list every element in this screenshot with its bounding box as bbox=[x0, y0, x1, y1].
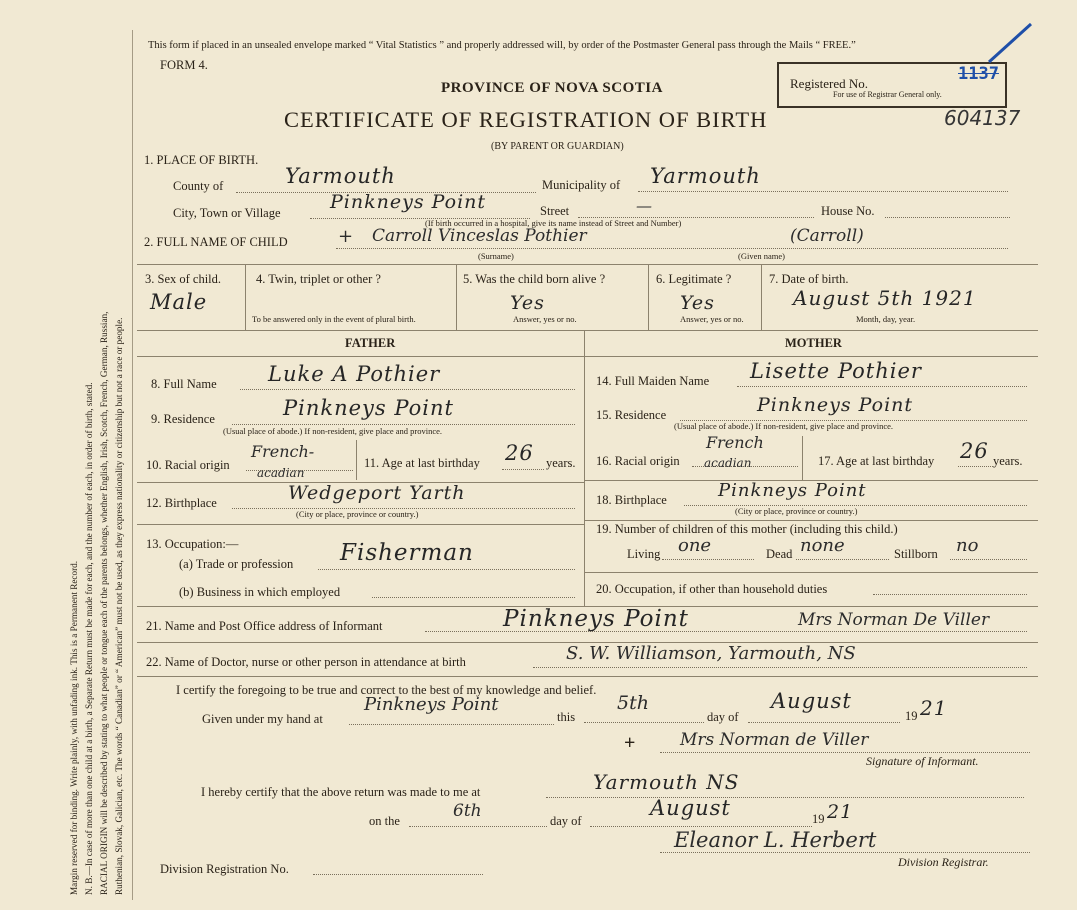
mother-racial-label: 16. Racial origin bbox=[596, 454, 680, 468]
mother-name-label: 14. Full Maiden Name bbox=[596, 374, 710, 388]
alive-note: Answer, yes or no. bbox=[513, 314, 577, 324]
province-heading: PROVINCE OF NOVA SCOTIA bbox=[441, 80, 663, 96]
mother-birthplace-label: 18. Birthplace bbox=[596, 493, 667, 507]
county-value: Yarmouth bbox=[285, 164, 396, 188]
dead-label: Dead bbox=[766, 547, 793, 561]
father-years: years. bbox=[546, 456, 576, 470]
father-age-label: 11. Age at last birthday bbox=[364, 456, 480, 470]
father-name-value: Luke A Pothier bbox=[268, 362, 441, 386]
stillborn-label: Stillborn bbox=[894, 547, 938, 561]
legitimate-note: Answer, yes or no. bbox=[680, 314, 744, 324]
street-value: — bbox=[636, 196, 652, 215]
alive-value: Yes bbox=[510, 292, 545, 314]
registrar-place-value: Yarmouth NS bbox=[593, 770, 740, 794]
father-name-label: 8. Full Name bbox=[151, 377, 217, 391]
given-year-prefix: 19 bbox=[905, 709, 918, 723]
legitimate-value: Yes bbox=[680, 292, 715, 314]
legitimate-label: 6. Legitimate ? bbox=[656, 272, 732, 286]
margin-note-racial-origin-2: Ruthenian, Slovak, Galician, etc. The words “ Canadian” or “ American” must not be used, as they express nationality or citizenship but not a race or people. bbox=[114, 317, 124, 895]
mother-birthplace-value: Pinkneys Point bbox=[718, 480, 867, 501]
registrar-signature-label: Division Registrar. bbox=[898, 855, 989, 869]
registered-number-note: For use of Registrar General only. bbox=[833, 90, 942, 99]
margin-note-racial-origin: RACIAL ORIGIN will be described by stating to what people or tongue each of the parents belongs, whether English, Irish, Scotch, French, German, Russian, bbox=[99, 311, 109, 895]
registrar-day-label: day of bbox=[550, 814, 582, 828]
alive-label: 5. Was the child born alive ? bbox=[463, 272, 606, 286]
father-residence-value: Pinkneys Point bbox=[283, 396, 454, 420]
living-label: Living bbox=[627, 547, 661, 561]
house-number-label: House No. bbox=[821, 204, 875, 218]
informant-signature: Mrs Norman de Viller bbox=[680, 730, 869, 750]
page-subtitle: (BY PARENT OR GUARDIAN) bbox=[491, 141, 624, 152]
mother-racial-value: French bbox=[706, 433, 764, 452]
informant-label: 21. Name and Post Office address of Informant bbox=[146, 619, 383, 633]
informant-signature-label: Signature of Informant. bbox=[866, 754, 979, 768]
father-business-label: (b) Business in which employed bbox=[179, 585, 341, 599]
registered-number-value: 1137 bbox=[958, 64, 999, 84]
city-value: Pinkneys Point bbox=[330, 191, 487, 213]
child-name-value: Carroll Vinceslas Pothier bbox=[372, 226, 587, 246]
registrar-on-the-label: on the bbox=[369, 814, 400, 828]
mother-birthplace-note: (City or place, province or country.) bbox=[735, 506, 858, 516]
mother-age-label: 17. Age at last birthday bbox=[818, 454, 935, 468]
informant-name-value: Mrs Norman De Viller bbox=[798, 610, 990, 630]
date-of-birth-value: August 5th 1921 bbox=[793, 286, 977, 310]
mother-residence-label: 15. Residence bbox=[596, 408, 667, 422]
given-year-value: 21 bbox=[920, 696, 948, 720]
registrar-signature: Eleanor L. Herbert bbox=[674, 828, 877, 852]
registrar-year-value: 21 bbox=[827, 801, 854, 823]
postal-notice: This form if placed in an unsealed envelope marked “ Vital Statistics ” and properly addressed will, by order of the Postmaster General pass through the Mails “ FREE.” bbox=[148, 40, 856, 51]
margin-note-multiple-births: N. B.—In case of more than one child at a birth, a Separate Return must be made for each, and the number of each, in order of birth, stated. bbox=[84, 382, 94, 895]
father-residence-label: 9. Residence bbox=[151, 412, 215, 426]
sex-value: Male bbox=[150, 290, 208, 314]
father-occupation-label: 13. Occupation:— bbox=[146, 537, 239, 551]
mother-residence-value: Pinkneys Point bbox=[757, 394, 914, 416]
form-number: FORM 4. bbox=[160, 58, 208, 72]
date-of-birth-label: 7. Date of birth. bbox=[769, 272, 849, 286]
father-birthplace-value: Wedgeport Yarth bbox=[288, 482, 466, 504]
dead-value: none bbox=[800, 535, 845, 556]
division-registration-label: Division Registration No. bbox=[160, 862, 289, 876]
page-title: CERTIFICATE OF REGISTRATION OF BIRTH bbox=[284, 107, 768, 132]
father-birthplace-note: (City or place, province or country.) bbox=[296, 509, 419, 519]
mother-years: years. bbox=[993, 454, 1023, 468]
given-under-label: Given under my hand at bbox=[202, 712, 323, 726]
child-given-value: (Carroll) bbox=[790, 226, 864, 246]
mother-name-value: Lisette Pothier bbox=[750, 359, 922, 383]
father-birthplace-label: 12. Birthplace bbox=[146, 496, 217, 510]
this-label: this bbox=[557, 710, 576, 724]
mother-age-value: 26 bbox=[960, 439, 989, 463]
date-of-birth-note: Month, day, year. bbox=[856, 314, 916, 324]
registrar-month-value: August bbox=[650, 796, 731, 820]
father-age-value: 26 bbox=[505, 441, 534, 465]
sex-label: 3. Sex of child. bbox=[145, 272, 222, 286]
given-month-value: August bbox=[771, 689, 852, 713]
given-name-note: (Given name) bbox=[738, 251, 785, 261]
given-day-label: day of bbox=[707, 710, 739, 724]
street-note: (If birth occurred in a hospital, give its name instead of Street and Number) bbox=[425, 218, 682, 228]
registered-number-label: Registered No. bbox=[790, 76, 868, 91]
father-racial-value: French- bbox=[251, 442, 315, 461]
stamped-number: 604137 bbox=[944, 106, 1021, 130]
father-racial-label: 10. Racial origin bbox=[146, 458, 230, 472]
mother-heading: MOTHER bbox=[785, 336, 842, 350]
street-label: Street bbox=[540, 204, 570, 218]
mother-occupation-label: 20. Occupation, if other than household duties bbox=[596, 582, 828, 596]
mother-residence-note: (Usual place of abode.) If non-resident, give place and province. bbox=[674, 421, 894, 431]
margin-note-binding: Margin reserved for binding. Write plainly, with unfading ink. This is a Permanent Record. bbox=[69, 560, 79, 895]
registrar-year-prefix: 19 bbox=[812, 812, 825, 826]
doctor-label: 22. Name of Doctor, nurse or other person in attendance at birth bbox=[146, 655, 466, 669]
city-label: City, Town or Village bbox=[173, 206, 281, 220]
registrar-certify-text: I hereby certify that the above return was made to me at bbox=[201, 785, 481, 799]
mother-racial-value-2: acadian bbox=[704, 456, 752, 470]
informant-cross-mark: + bbox=[624, 732, 636, 754]
mother-children-label: 19. Number of children of this mother (including this child.) bbox=[596, 522, 898, 536]
living-value: one bbox=[678, 535, 712, 556]
blue-pen-mark bbox=[985, 18, 1035, 68]
given-day-value: 5th bbox=[617, 692, 649, 714]
surname-note: (Surname) bbox=[478, 251, 514, 261]
father-residence-note: (Usual place of abode.) If non-resident, give place and province. bbox=[223, 426, 443, 436]
father-trade-value: Fisherman bbox=[340, 540, 474, 566]
father-trade-label: (a) Trade or profession bbox=[179, 557, 294, 571]
child-cross-mark: + bbox=[338, 226, 354, 247]
county-label: County of bbox=[173, 179, 224, 193]
place-of-birth-heading: 1. PLACE OF BIRTH. bbox=[144, 153, 259, 167]
father-heading: FATHER bbox=[345, 336, 396, 350]
stillborn-value: no bbox=[956, 535, 979, 556]
twin-note: To be answered only in the event of plural birth. bbox=[252, 314, 416, 324]
municipality-value: Yarmouth bbox=[650, 164, 761, 188]
doctor-value: S. W. Williamson, Yarmouth, NS bbox=[566, 643, 856, 664]
certify-text: I certify the foregoing to be true and correct to the best of my knowledge and belief. bbox=[176, 683, 597, 697]
father-racial-value-2: acadian bbox=[257, 466, 305, 480]
registrar-day-value: 6th bbox=[453, 801, 482, 821]
child-name-label: 2. FULL NAME OF CHILD bbox=[144, 235, 288, 249]
twin-label: 4. Twin, triplet or other ? bbox=[256, 272, 381, 286]
given-place-value: Pinkneys Point bbox=[364, 694, 499, 715]
municipality-label: Municipality of bbox=[542, 178, 621, 192]
informant-address-value: Pinkneys Point bbox=[503, 606, 689, 632]
